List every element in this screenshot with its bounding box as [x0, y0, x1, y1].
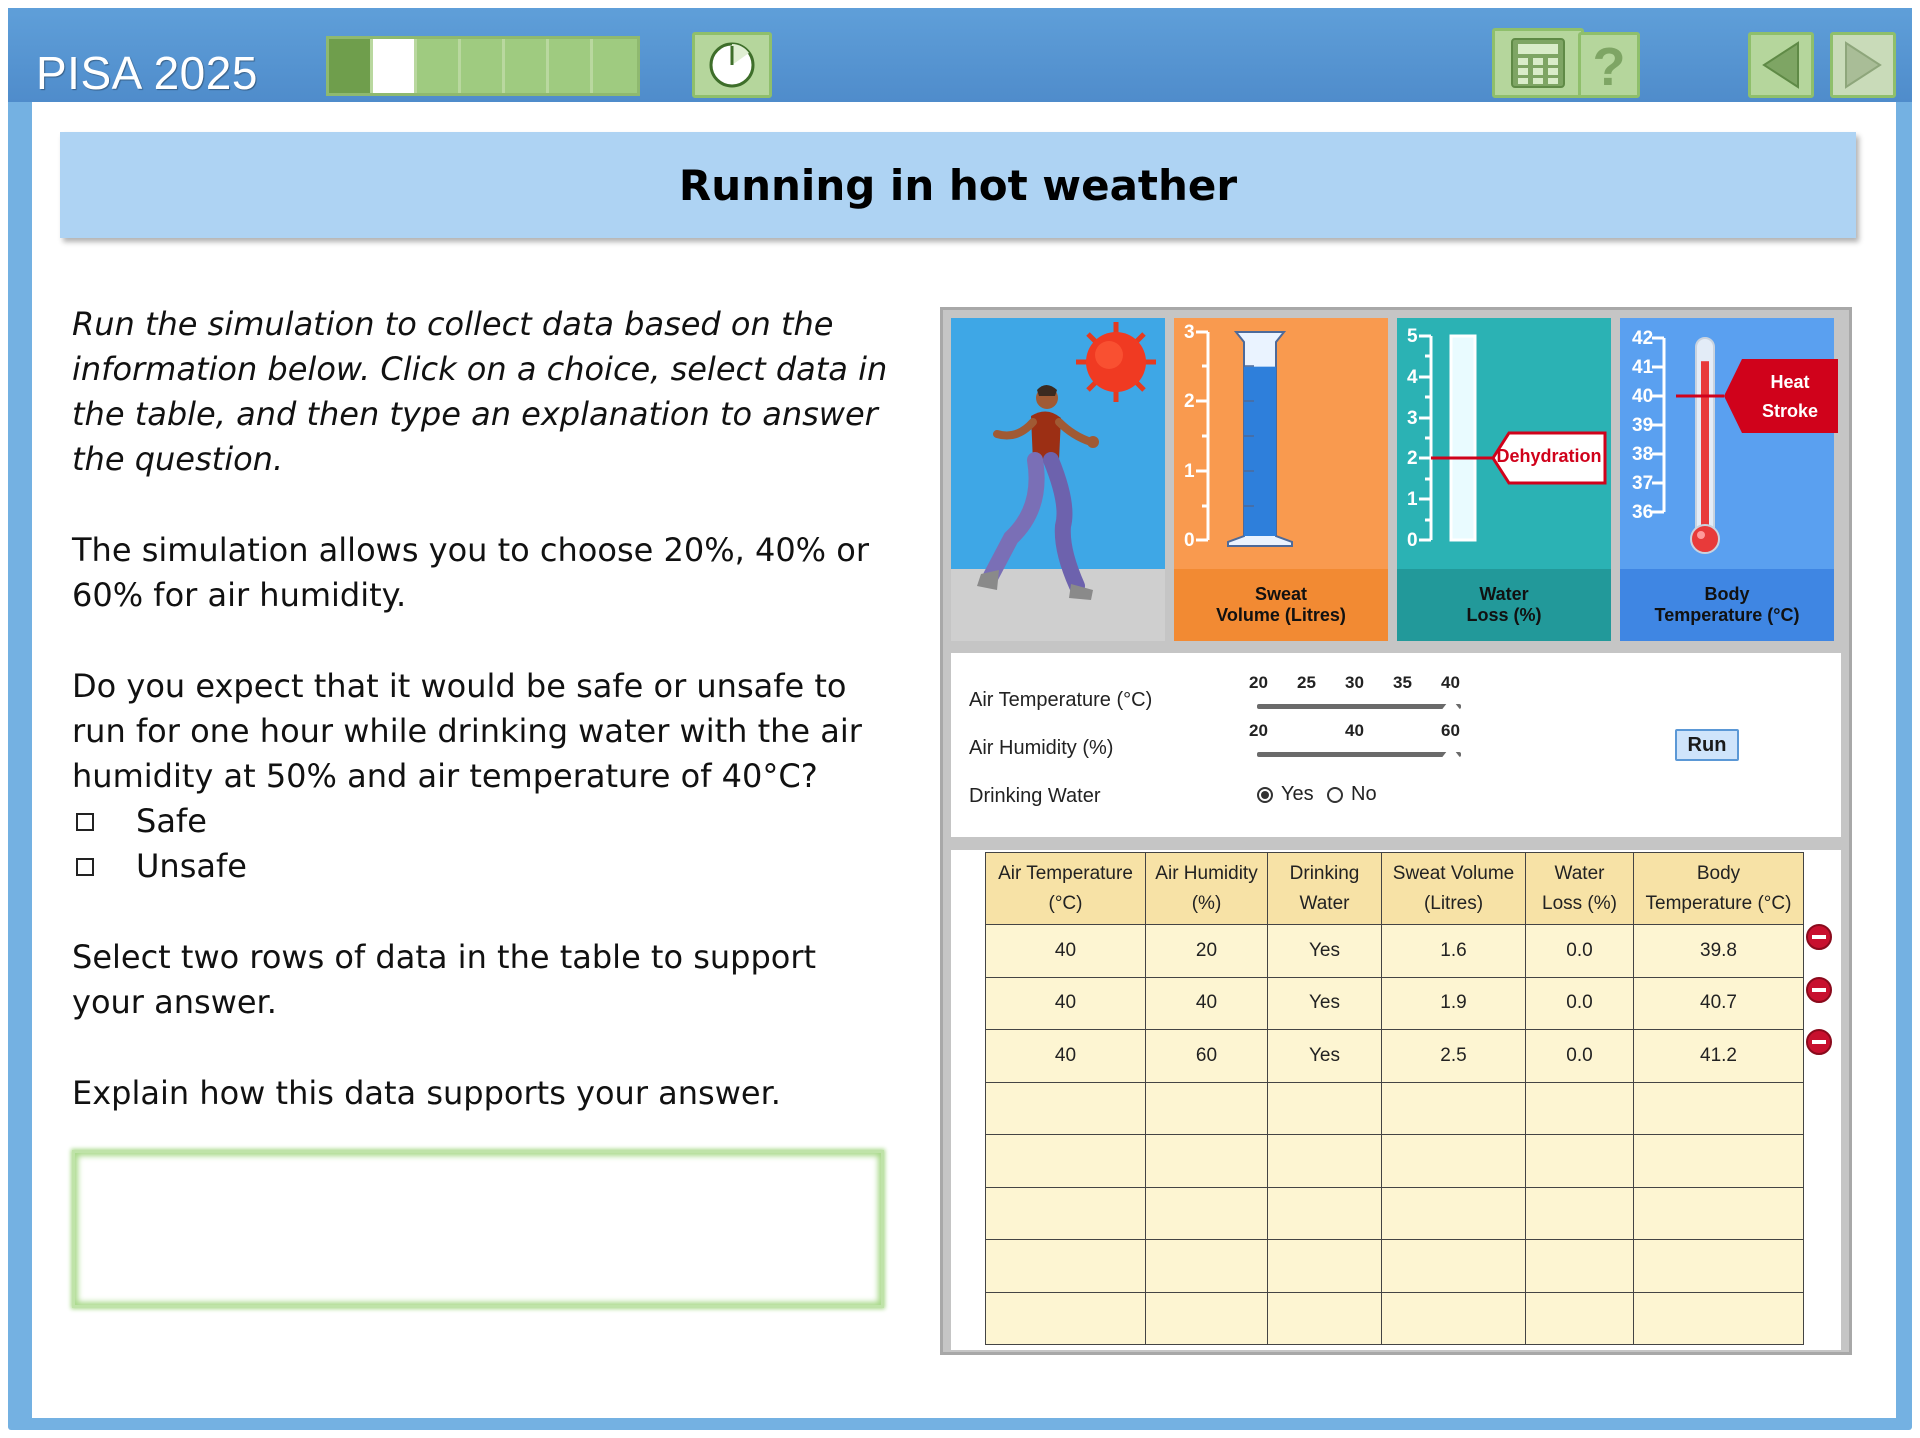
header-line: Body: [1696, 862, 1741, 884]
body-scale-label: 41: [1632, 357, 1654, 378]
column-header: [1146, 853, 1268, 925]
checkbox-unsafe[interactable]: [76, 858, 94, 876]
header-line: Water: [1554, 862, 1605, 884]
drinking-water-label: Drinking Water: [969, 785, 1101, 807]
thermometer-gauge: [1620, 318, 1840, 568]
air-temp-tick: 35: [1393, 673, 1412, 692]
table-cell[interactable]: 0.0: [1526, 925, 1634, 978]
table-cell[interactable]: [1526, 1240, 1634, 1293]
table-cell[interactable]: [1526, 1187, 1634, 1240]
header-line: Loss (%): [1542, 892, 1617, 914]
calculator-button[interactable]: [1492, 28, 1584, 98]
water-scale-label: 5: [1407, 326, 1418, 347]
table-cell[interactable]: 39.8: [1634, 925, 1804, 978]
table-cell[interactable]: [1146, 1082, 1268, 1135]
air-temp-tick: 40: [1441, 673, 1460, 692]
water-loss-tile: [1397, 318, 1611, 641]
table-cell[interactable]: [1526, 1292, 1634, 1345]
table-cell[interactable]: 0.0: [1526, 977, 1634, 1030]
radio-label: No: [1351, 783, 1377, 805]
table-cell[interactable]: [1146, 1135, 1268, 1188]
body-temperature-fill: [1701, 361, 1709, 540]
water-gauge: [1397, 318, 1611, 568]
table-cell[interactable]: [1382, 1187, 1526, 1240]
runner-figure: [977, 385, 1099, 600]
sweat-scale-label: 0: [1184, 530, 1195, 551]
radio-label: Yes: [1281, 783, 1314, 805]
table-cell[interactable]: [1634, 1240, 1804, 1293]
header-line: Drinking: [1289, 862, 1360, 884]
table-cell[interactable]: [986, 1292, 1146, 1345]
water-caption-text: Water Loss (%): [1466, 584, 1542, 625]
body-scale-label: 40: [1632, 386, 1654, 407]
table-cell[interactable]: 40: [986, 977, 1146, 1030]
progress-unit: [505, 39, 549, 93]
sweat-scale-label: 3: [1184, 322, 1195, 343]
body-scale-label: 37: [1632, 473, 1654, 494]
runner-tile: [951, 318, 1165, 641]
runner-illustration: [951, 318, 1165, 641]
table-cell[interactable]: Yes: [1268, 925, 1382, 978]
progress-unit-current: [373, 39, 417, 93]
water-caption: [1397, 569, 1611, 641]
body-caption: [1620, 569, 1834, 641]
table-cell[interactable]: [1382, 1082, 1526, 1135]
run-button[interactable]: Run: [1675, 729, 1739, 761]
data-table: [985, 852, 1804, 1345]
sweat-volume-tile: [1174, 318, 1388, 641]
table-cell[interactable]: Yes: [1268, 1030, 1382, 1083]
table-cell[interactable]: [1146, 1292, 1268, 1345]
water-scale-label: 4: [1407, 367, 1418, 388]
table-cell[interactable]: [1526, 1082, 1634, 1135]
column-header: [1382, 853, 1526, 925]
header-line: Sweat Volume: [1392, 862, 1515, 884]
brand-title: PISA 2025: [36, 47, 258, 99]
timer-button[interactable]: [692, 32, 772, 98]
air-humidity-slider[interactable]: [1257, 752, 1461, 757]
title-bar: [60, 132, 1856, 238]
data-table-panel: [951, 850, 1841, 1350]
air-humidity-tick: 60: [1441, 721, 1460, 740]
water-scale-label: 0: [1407, 530, 1418, 551]
delete-row-icon[interactable]: [1806, 1029, 1832, 1055]
table-cell[interactable]: [1382, 1292, 1526, 1345]
back-arrow-icon: [1758, 39, 1804, 91]
table-cell[interactable]: [1268, 1292, 1382, 1345]
choice-safe[interactable]: [72, 799, 892, 844]
table-cell[interactable]: [1634, 1187, 1804, 1240]
table-cell[interactable]: [1268, 1187, 1382, 1240]
table-cell[interactable]: [986, 1240, 1146, 1293]
dehydration-label: Dehydration: [1496, 446, 1602, 466]
answer-textbox[interactable]: [72, 1150, 884, 1308]
calculator-icon: [1510, 37, 1566, 89]
table-cell[interactable]: [1634, 1082, 1804, 1135]
progress-indicator: [326, 36, 640, 96]
table-cell[interactable]: [1382, 1135, 1526, 1188]
delete-row-icon[interactable]: [1806, 924, 1832, 950]
table-cell[interactable]: 20: [1146, 925, 1268, 978]
table-cell[interactable]: 60: [1146, 1030, 1268, 1083]
table-row[interactable]: [986, 925, 1804, 978]
select-rows-text: Select two rows of data in the table to support your answer.: [72, 938, 817, 1021]
drinking-water-yes-radio[interactable]: [1257, 783, 1314, 806]
progress-unit: [549, 39, 593, 93]
header-line: (°C): [1048, 892, 1083, 914]
heat-label: Heat: [1770, 372, 1810, 392]
air-temperature-slider-handle[interactable]: [1440, 698, 1462, 712]
top-bar: [8, 8, 1912, 102]
table-cell[interactable]: [1634, 1135, 1804, 1188]
sweat-level-fill: [1244, 367, 1276, 536]
svg-text:?: ?: [1592, 37, 1626, 93]
air-temperature-label: Air Temperature (°C): [969, 689, 1153, 711]
table-cell[interactable]: 40.7: [1634, 977, 1804, 1030]
table-cell[interactable]: 40: [1146, 977, 1268, 1030]
table-cell[interactable]: [1146, 1240, 1268, 1293]
air-temp-tick: 25: [1297, 673, 1316, 692]
checkbox-safe[interactable]: [76, 813, 94, 831]
air-temp-tick: 30: [1345, 673, 1364, 692]
sweat-caption: [1174, 569, 1388, 641]
body-temperature-tile: [1620, 318, 1834, 641]
content-area: [32, 102, 1896, 1418]
choice-label: Unsafe: [136, 847, 247, 885]
header-line: (%): [1191, 892, 1222, 914]
progress-unit: [329, 39, 373, 93]
table-row[interactable]: [986, 1082, 1804, 1135]
sweat-caption-text: Sweat Volume (Litres): [1216, 584, 1346, 625]
table-cell[interactable]: 2.5: [1382, 1030, 1526, 1083]
drinking-water-no-radio[interactable]: [1327, 783, 1377, 806]
table-cell[interactable]: [1382, 1240, 1526, 1293]
water-scale-label: 1: [1407, 489, 1418, 510]
table-cell[interactable]: [1146, 1187, 1268, 1240]
table-cell[interactable]: [986, 1082, 1146, 1135]
progress-unit: [461, 39, 505, 93]
table-cell[interactable]: [1268, 1082, 1382, 1135]
air-humidity-tick: 40: [1345, 721, 1364, 740]
air-temp-tick: 20: [1249, 673, 1268, 692]
sweat-scale-label: 1: [1184, 461, 1195, 482]
table-row[interactable]: [986, 1292, 1804, 1345]
air-humidity-slider-handle[interactable]: [1440, 746, 1462, 760]
body-scale-label: 38: [1632, 444, 1654, 465]
body-scale-label: 42: [1632, 328, 1654, 349]
body-scale-label: 39: [1632, 415, 1654, 436]
delete-row-icon[interactable]: [1806, 977, 1832, 1003]
table-row[interactable]: [986, 1030, 1804, 1083]
column-header: [1634, 853, 1804, 925]
water-scale-label: 2: [1407, 448, 1418, 469]
table-header-row: [986, 853, 1804, 925]
simulation-panel: [940, 307, 1852, 1355]
column-header: [1526, 853, 1634, 925]
table-row[interactable]: [986, 1240, 1804, 1293]
explain-text: Explain how this data supports your answer.: [72, 1074, 781, 1112]
table-cell[interactable]: 0.0: [1526, 1030, 1634, 1083]
column-header: [1268, 853, 1382, 925]
table-cell[interactable]: [1634, 1292, 1804, 1345]
radio-dot[interactable]: [1327, 787, 1343, 803]
radio-dot-selected[interactable]: [1257, 787, 1273, 803]
table-cell[interactable]: [1268, 1240, 1382, 1293]
table-row[interactable]: [986, 977, 1804, 1030]
water-scale-label: 3: [1407, 408, 1418, 429]
table-cell[interactable]: 40: [986, 925, 1146, 978]
table-cell[interactable]: 41.2: [1634, 1030, 1804, 1083]
table-cell[interactable]: 1.6: [1382, 925, 1526, 978]
page-title: Running in hot weather: [678, 160, 1238, 210]
progress-unit: [417, 39, 461, 93]
humidity-note: The simulation allows you to choose 20%, 40% or 60% for air humidity.: [72, 531, 869, 614]
header-line: Water: [1299, 892, 1350, 914]
table-cell[interactable]: [986, 1187, 1146, 1240]
next-button[interactable]: [1830, 32, 1896, 98]
table-cell[interactable]: [1268, 1135, 1382, 1188]
table-row[interactable]: [986, 1135, 1804, 1188]
air-humidity-label: Air Humidity (%): [969, 737, 1114, 759]
sweat-gauge: [1174, 318, 1388, 568]
table-cell[interactable]: [986, 1135, 1146, 1188]
air-humidity-tick: 20: [1249, 721, 1268, 740]
sun-icon: [1076, 322, 1156, 402]
question-panel: [72, 302, 892, 1162]
header-line: Temperature (°C): [1645, 892, 1792, 914]
next-arrow-icon: [1840, 39, 1886, 91]
body-scale-label: 36: [1632, 502, 1654, 523]
help-button[interactable]: [1578, 32, 1640, 98]
choice-label: Safe: [136, 802, 207, 840]
column-header: [986, 853, 1146, 925]
header-line: (Litres): [1423, 892, 1484, 914]
simulation-controls: [951, 653, 1841, 837]
question-prompt: Do you expect that it would be safe or unsafe to run for one hour while drinking water with the air humidity at 50% and air temperature of 40°C?: [72, 667, 862, 795]
table-cell[interactable]: [1526, 1135, 1634, 1188]
progress-unit: [593, 39, 637, 93]
table-row[interactable]: [986, 1187, 1804, 1240]
header-line: Air Temperature: [998, 862, 1133, 884]
timer-icon: [707, 40, 757, 90]
air-temperature-slider[interactable]: [1257, 704, 1461, 709]
table-cell[interactable]: 1.9: [1382, 977, 1526, 1030]
table-cell[interactable]: Yes: [1268, 977, 1382, 1030]
table-cell[interactable]: 40: [986, 1030, 1146, 1083]
body-caption-text: Body Temperature (°C): [1654, 584, 1800, 625]
back-button[interactable]: [1748, 32, 1814, 98]
stroke-label: Stroke: [1761, 401, 1819, 421]
heat-stroke-label: [1742, 368, 1838, 426]
instruction-text: Run the simulation to collect data based on the information below. Click on a choice, select data in the table, and then type an explanation to answer the question.: [72, 305, 888, 478]
choice-unsafe[interactable]: [72, 844, 892, 889]
sweat-scale-label: 2: [1184, 391, 1195, 412]
header-line: Air Humidity: [1155, 862, 1258, 884]
help-icon: [1587, 37, 1631, 93]
